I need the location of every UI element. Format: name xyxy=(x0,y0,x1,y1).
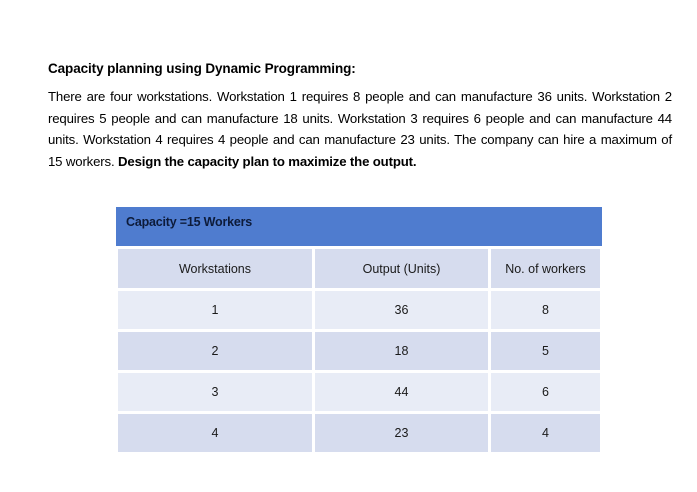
header-no-of-workers: No. of workers xyxy=(491,249,600,288)
paragraph-text: There are four workstations. Workstation 1 requires 8 people and can manufacture 36 units. Workstation 2 requires 5 people and can manufacture 18 units. Workstation 3 requires 6 people and can manufacture 44 units. Workstation 4 requires 4 people and can manufacture 23 units. The company can hire a maximum of 15 workers. xyxy=(48,89,672,169)
table-cell-output: 44 xyxy=(315,373,488,411)
table-cell-workers: 4 xyxy=(491,414,600,452)
table-cell-workers: 6 xyxy=(491,373,600,411)
table-cell-workers: 5 xyxy=(491,332,600,370)
problem-paragraph xyxy=(48,86,672,172)
table-banner-label: Capacity =15 Workers xyxy=(126,215,253,229)
header-output-units: Output (Units) xyxy=(315,249,488,288)
table-cell-output: 23 xyxy=(315,414,488,452)
table-cell-workstation: 2 xyxy=(118,332,312,370)
document-heading: Capacity planning using Dynamic Programming: xyxy=(48,61,356,76)
table-cell-workers: 8 xyxy=(491,291,600,329)
table-banner xyxy=(116,207,602,246)
table-cell-workstation: 1 xyxy=(118,291,312,329)
table-cell-output: 18 xyxy=(315,332,488,370)
paragraph-bold-instruction: Design the capacity plan to maximize the output. xyxy=(118,153,417,169)
header-workstations: Workstations xyxy=(118,249,312,288)
table-cell-output: 36 xyxy=(315,291,488,329)
capacity-table xyxy=(116,207,602,453)
table-cell-workstation: 3 xyxy=(118,373,312,411)
table-cell-workstation: 4 xyxy=(118,414,312,452)
